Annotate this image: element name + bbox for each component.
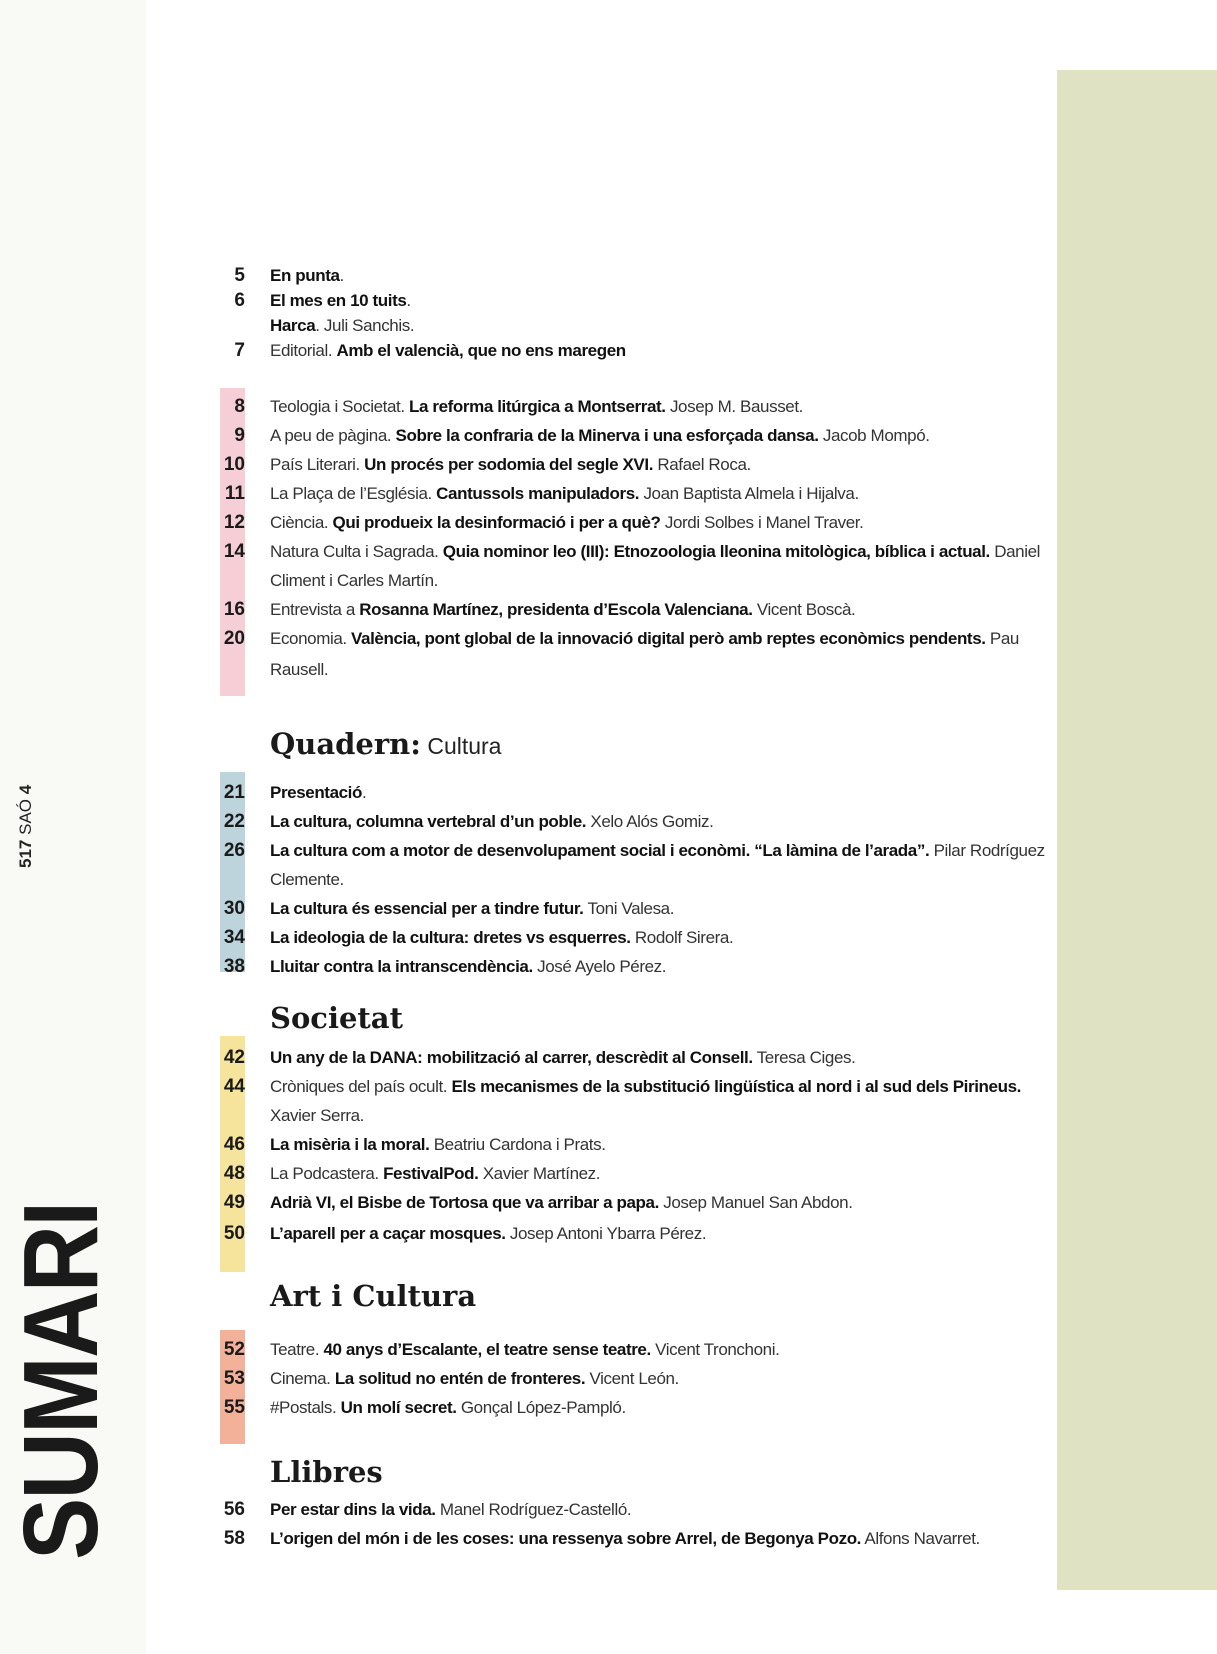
entry-title: La cultura és essencial per a tindre futur. bbox=[270, 899, 584, 918]
toc-entry bbox=[212, 866, 1052, 893]
toc-entry-text bbox=[270, 262, 1050, 289]
toc-entry-text bbox=[270, 924, 1050, 951]
entry-title: Sobre la confraria de la Minerva i una esforçada dansa. bbox=[395, 426, 819, 445]
toc-entry-text bbox=[270, 656, 1050, 683]
toc-entry bbox=[212, 1131, 1052, 1158]
entry-title: Un procés per sodomia del segle XVI. bbox=[364, 455, 654, 474]
toc-entry bbox=[212, 1073, 1052, 1100]
entry-author: . bbox=[361, 783, 367, 802]
toc-entry bbox=[212, 480, 1052, 507]
toc-entry-text bbox=[270, 1160, 1050, 1187]
entry-title: Adrià VI, el Bisbe de Tortosa que va arribar a papa. bbox=[270, 1193, 659, 1212]
toc-entry bbox=[212, 393, 1052, 420]
entry-prefix: La Plaça de l’Església. bbox=[270, 484, 437, 503]
section-title-societat: Societat bbox=[270, 1001, 403, 1035]
entry-author: Vicent Tronchoni. bbox=[650, 1340, 780, 1359]
entry-author: Vicent León. bbox=[585, 1369, 679, 1388]
toc-entry bbox=[212, 1525, 1052, 1552]
toc-entry bbox=[212, 538, 1052, 565]
toc-entry-text bbox=[270, 953, 1050, 980]
entry-author: Jordi Solbes i Manel Traver. bbox=[660, 513, 864, 532]
toc-entry-text bbox=[270, 538, 1050, 565]
entry-author: Alfons Navarret. bbox=[861, 1529, 980, 1548]
page-ref-number: 11 bbox=[224, 483, 245, 504]
toc-entry-text bbox=[270, 1220, 1050, 1247]
toc-entry bbox=[212, 1160, 1052, 1187]
entry-title: Cantussols manipuladors. bbox=[436, 484, 640, 503]
toc-entry-text bbox=[270, 1131, 1050, 1158]
entry-title: Lluitar contra la intranscendència. bbox=[270, 957, 533, 976]
toc-entry-text bbox=[270, 596, 1050, 623]
toc-entry-text bbox=[270, 1394, 1050, 1421]
toc-entry-text bbox=[270, 1336, 1050, 1363]
toc-entry bbox=[212, 837, 1052, 864]
page-ref-number: 38 bbox=[223, 956, 245, 977]
toc-entry bbox=[212, 779, 1052, 806]
page-ref-number: 26 bbox=[223, 840, 245, 861]
toc-entry bbox=[212, 509, 1052, 536]
entry-prefix: Natura Culta i Sagrada. bbox=[270, 542, 443, 561]
toc-entry bbox=[212, 1189, 1052, 1216]
toc-entry bbox=[212, 895, 1052, 922]
toc-entry-text bbox=[270, 480, 1050, 507]
entry-author: Vicent Boscà. bbox=[752, 600, 856, 619]
entry-author: José Ayelo Pérez. bbox=[532, 957, 667, 976]
toc-entry bbox=[212, 1365, 1052, 1392]
entry-prefix: Cròniques del país ocult. bbox=[270, 1077, 452, 1096]
entry-title: València, pont global de la innovació digital però amb reptes econòmics pendents. bbox=[351, 629, 986, 648]
entry-author: Pilar Rodríguez bbox=[929, 841, 1045, 860]
green-edge-band bbox=[1057, 70, 1217, 1590]
page-ref-number: 21 bbox=[223, 782, 245, 803]
toc-entry-text bbox=[270, 451, 1050, 478]
entry-author: Pau bbox=[985, 629, 1019, 648]
entry-prefix: Xavier Serra. bbox=[270, 1106, 365, 1125]
page-ref-number: 10 bbox=[223, 454, 245, 475]
entry-title: La cultura, columna vertebral d’un poble. bbox=[270, 812, 587, 831]
page-ref-number: 53 bbox=[223, 1368, 245, 1389]
entry-prefix: Economia. bbox=[270, 629, 352, 648]
entry-author: Toni Valesa. bbox=[583, 899, 675, 918]
section-title-quadern: Quadern: Cultura bbox=[270, 727, 502, 761]
entry-author: Manel Rodríguez-Castelló. bbox=[435, 1500, 632, 1519]
entry-author: . bbox=[339, 266, 344, 285]
toc-entry-text bbox=[270, 393, 1050, 420]
entry-title: Quia nominor leo (III): Etnozoologia lleonina mitològica, bíblica i actual. bbox=[442, 542, 990, 561]
entry-prefix: Teologia i Societat. bbox=[270, 397, 410, 416]
toc-entry bbox=[212, 451, 1052, 478]
entry-author: Teresa Ciges. bbox=[752, 1048, 856, 1067]
page-ref-number: 16 bbox=[223, 599, 245, 620]
toc-entry-text bbox=[270, 1496, 1050, 1523]
entry-title: El mes en 10 tuits bbox=[270, 291, 407, 310]
page-ref-number: 55 bbox=[223, 1397, 245, 1418]
entry-prefix: Ciència. bbox=[270, 513, 333, 532]
page-ref-number: 20 bbox=[223, 628, 245, 649]
entry-author: Rodolf Sirera. bbox=[630, 928, 734, 947]
page-ref-number: 56 bbox=[223, 1499, 245, 1520]
toc-entry-text bbox=[270, 1044, 1050, 1071]
entry-prefix: Clemente. bbox=[270, 870, 344, 889]
page-ref-number: 6 bbox=[234, 290, 245, 311]
entry-title: Un any de la DANA: mobilització al carrer, descrèdit al Consell. bbox=[270, 1048, 753, 1067]
entry-author: . Juli Sanchis. bbox=[315, 316, 415, 335]
entry-title: Un molí secret. bbox=[340, 1398, 457, 1417]
page-ref-number: 49 bbox=[223, 1192, 245, 1213]
toc-entry bbox=[212, 262, 1052, 289]
toc-entry-text bbox=[270, 895, 1050, 922]
toc-entry bbox=[212, 312, 1052, 339]
entry-title: 40 anys d’Escalante, el teatre sense teatre. bbox=[323, 1340, 651, 1359]
entry-title: La reforma litúrgica a Montserrat. bbox=[409, 397, 666, 416]
page-ref-number: 5 bbox=[234, 265, 245, 286]
entry-title: Amb el valencià, que no ens maregen bbox=[336, 341, 626, 360]
page-ref-number: 46 bbox=[223, 1134, 245, 1155]
toc-entry-text bbox=[270, 1102, 1050, 1129]
entry-author: Joan Baptista Almela i Hijalva. bbox=[639, 484, 859, 503]
toc-entry-text bbox=[270, 1189, 1050, 1216]
entry-author: Rafael Roca. bbox=[653, 455, 751, 474]
page-title: SUMARI bbox=[2, 1202, 120, 1560]
entry-prefix: #Postals. bbox=[270, 1398, 341, 1417]
section-title-art-i-cultura: Art i Cultura bbox=[270, 1279, 477, 1313]
toc-entry bbox=[212, 1044, 1052, 1071]
toc-entry bbox=[212, 1496, 1052, 1523]
entry-title: La misèria i la moral. bbox=[270, 1135, 430, 1154]
entry-prefix: Cinema. bbox=[270, 1369, 335, 1388]
toc-entry bbox=[212, 1336, 1052, 1363]
toc-entry-text bbox=[270, 779, 1050, 806]
entry-author: Xavier Martínez. bbox=[478, 1164, 601, 1183]
toc-entry-text bbox=[270, 287, 1050, 314]
toc-entry-text bbox=[270, 337, 1050, 364]
toc-entry bbox=[212, 656, 1052, 683]
entry-prefix: Climent i Carles Martín. bbox=[270, 571, 438, 590]
toc-entry bbox=[212, 1220, 1052, 1247]
page-ref-number: 8 bbox=[234, 396, 245, 417]
entry-author: Beatriu Cardona i Prats. bbox=[429, 1135, 606, 1154]
toc-entry-text bbox=[270, 509, 1050, 536]
page-ref-number: 9 bbox=[234, 425, 245, 446]
toc-entry bbox=[212, 596, 1052, 623]
toc-entry bbox=[212, 567, 1052, 594]
toc-entry-text bbox=[270, 312, 1050, 339]
toc-entry bbox=[212, 625, 1052, 652]
page-ref-number: 14 bbox=[223, 541, 245, 562]
toc-entry bbox=[212, 1102, 1052, 1129]
toc-entry-text bbox=[270, 567, 1050, 594]
entry-title: Qui produeix la desinformació i per a què? bbox=[332, 513, 661, 532]
entry-author: Josep Antoni Ybarra Pérez. bbox=[505, 1224, 707, 1243]
entry-prefix: Editorial. bbox=[270, 341, 337, 360]
issue-name: SAÓ bbox=[16, 798, 35, 835]
entry-author: Daniel bbox=[989, 542, 1041, 561]
toc-entry-text bbox=[270, 1525, 1050, 1552]
entry-title: La cultura com a motor de desenvolupament social i econòmi. “La làmina de l’arada”. bbox=[270, 841, 930, 860]
entry-prefix: A peu de pàgina. bbox=[270, 426, 396, 445]
entry-title: FestivalPod. bbox=[383, 1164, 479, 1183]
page-ref-number: 52 bbox=[223, 1339, 245, 1360]
page-ref-number: 50 bbox=[223, 1223, 245, 1244]
toc-entry-text bbox=[270, 625, 1050, 652]
issue-number: 517 bbox=[16, 839, 35, 868]
entry-title: Rosanna Martínez, presidenta d’Escola Valenciana. bbox=[359, 600, 753, 619]
toc-entry bbox=[212, 337, 1052, 364]
entry-author: Xelo Alós Gomiz. bbox=[586, 812, 714, 831]
page-number: 4 bbox=[16, 784, 35, 795]
issue-info bbox=[16, 772, 40, 868]
section-title-llibres: Llibres bbox=[270, 1455, 383, 1489]
entry-title: En punta bbox=[270, 266, 340, 285]
entry-title: Els mecanismes de la substitució lingüística al nord i al sud dels Pirineus. bbox=[451, 1077, 1021, 1096]
page-ref-number: 12 bbox=[223, 512, 245, 533]
entry-author: . bbox=[406, 291, 411, 310]
toc-entry-text bbox=[270, 837, 1050, 864]
entry-prefix: La Podcastera. bbox=[270, 1164, 384, 1183]
toc-entry-text bbox=[270, 422, 1050, 449]
page-ref-number: 48 bbox=[223, 1163, 245, 1184]
toc-entry bbox=[212, 287, 1052, 314]
entry-title: Harca bbox=[270, 316, 316, 335]
entry-prefix: Teatre. bbox=[270, 1340, 324, 1359]
toc-entry bbox=[212, 422, 1052, 449]
entry-prefix: Rausell. bbox=[270, 660, 329, 679]
entry-author: Jacob Mompó. bbox=[818, 426, 930, 445]
entry-author: Gonçal López-Pampló. bbox=[456, 1398, 626, 1417]
page-ref-number: 42 bbox=[223, 1047, 245, 1068]
entry-title: L’aparell per a caçar mosques. bbox=[270, 1224, 506, 1243]
page-ref-number: 7 bbox=[234, 340, 245, 361]
page-ref-number: 22 bbox=[223, 811, 245, 832]
page-ref-number: 34 bbox=[223, 927, 245, 948]
toc-entry bbox=[212, 953, 1052, 980]
entry-title: L’origen del món i de les coses: una ressenya sobre Arrel, de Begonya Pozo. bbox=[270, 1529, 862, 1548]
entry-prefix: Entrevista a bbox=[270, 600, 360, 619]
toc-entry-text bbox=[270, 1073, 1050, 1100]
toc-entry bbox=[212, 1394, 1052, 1421]
toc-entry bbox=[212, 924, 1052, 951]
entry-title: La ideologia de la cultura: dretes vs esquerres. bbox=[270, 928, 631, 947]
page-ref-number: 30 bbox=[223, 898, 245, 919]
page-ref-number: 58 bbox=[223, 1528, 245, 1549]
entry-author: Josep M. Bausset. bbox=[665, 397, 803, 416]
entry-title: La solitud no entén de fronteres. bbox=[334, 1369, 586, 1388]
toc-entry bbox=[212, 808, 1052, 835]
entry-title: Presentació bbox=[270, 783, 362, 802]
entry-author: Josep Manuel San Abdon. bbox=[658, 1193, 853, 1212]
page-ref-number: 44 bbox=[223, 1076, 245, 1097]
entry-title: Per estar dins la vida. bbox=[270, 1500, 436, 1519]
toc-entry-text bbox=[270, 808, 1050, 835]
toc-entry-text bbox=[270, 1365, 1050, 1392]
entry-prefix: País Literari. bbox=[270, 455, 365, 474]
toc-entry-text bbox=[270, 866, 1050, 893]
